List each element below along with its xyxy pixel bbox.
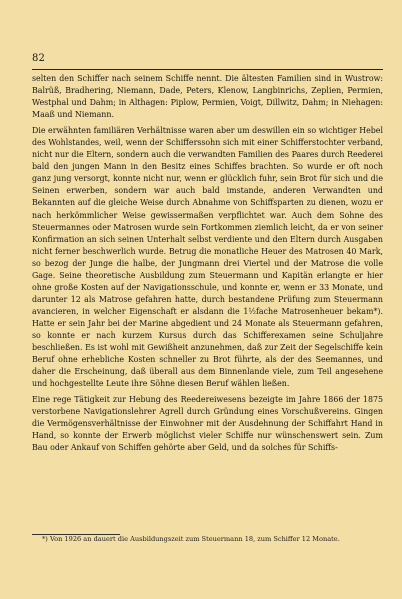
paragraph-3: Eine rege Tätigkeit zur Hebung des Reedereiwesens bezeigte im Jahre 1866 der 1875 verstorbene Navigationslehrer Agrell durch Gründung eines Vorschußvereins. Gingen die Vermögensverhältnisse der Einwohner mit der Ausdehnung der Schiffahrt Hand in Hand, so konnte der Erwerb möglichst vieler Schiffe nur wünschenswert sein. Zum Bau oder Ankauf von Schiffen gehörte aber Geld, und da solches für Schiffs- bbox=[32, 395, 383, 453]
page-number: 82 bbox=[32, 53, 46, 64]
body-text bbox=[32, 73, 383, 454]
paragraph-2: Die erwähnten familiären Verhältnisse waren aber um deswillen ein so wichtiger Hebel des Wohlstandes, weil, wenn der Schifferssohn sich mit einer Schifferstochter verband, nicht nur die Eltern, sondern auch die verwandten Familien des Paares durch Reederei bald den jungen Mann in den Besitz eines Schiffes brachten. So wurde er oft noch ganz jung versorgt, konnte nicht nur, wenn er glücklich fuhr, sein Brot für sich und die Seinen erwerben, sondern war auch bald imstande, anderen Verwandten und Bekannten auf die gleiche Weise durch Abnahme von Schiffsparten zu dienen, wozu er nach herkömmlicher Weise gewissermaßen verpflichtet war. Auch dem Sohne des Steuermannes oder Matrosen wurde sein Fortkommen ziemlich leicht, da er von seiner Konfirmation an sich seinen Unterhalt selbst verdiente und den Eltern durch Ausgaben nicht ferner beschwerlich wurde. Betrug die monatliche Heuer des Matrosen 40 Mark, so bezog der Junge die halbe, der Jungmann drei Viertel und der Matrose die volle Gage. Seine theoretische Ausbildung zum Steuermann und Kapitän erlangte er hier ohne große Kosten auf der Navigationsschule, und konnte er, wenn er 33 Monate, und darunter 12 als Matrose gefahren hatte, durch bestandene Prüfung zum Steuermann avancieren, in welcher Eigenschaft er alsdann die 1½fache Matrosenheuer bekam*). Hatte er sein Jahr bei der Marine abgedient und 24 Monate als Steuermann gefahren, so konnte er nach kurzem Kursus durch das Schifferexamen seine Schuljahre beschließen. Es ist wohl mit Gewißheit anzunehmen, daß zur Zeit der Segelschiffe kein Beruf ohne erhebliche Kosten schneller zu Brot führte, als der des Seemannes, und daher die Erscheinung, daß überall aus dem Binnenlande viele, zum Teil angesehene und hochgestellte Leute ihre Söhne diesen Beruf wählen ließen. bbox=[32, 126, 383, 389]
paragraph-1: selten den Schiffer nach seinem Schiffe nennt. Die ältesten Familien sind in Wustrow: Balrüß, Bradhering, Niemann, Dade, Peters, Klenow, Langbinrichs, Zeplien, Permien, Westphal und Dahm; in Althagen: Piplow, Permien, Voigt, Dillwitz, Dahm; in Niehagen: Maaß und Niemann. bbox=[32, 74, 383, 120]
footnote: *) Von 1926 an dauert die Ausbildungszeit zum Steuermann 18, zum Schiffer 12 Monate. bbox=[42, 535, 340, 543]
header-rule bbox=[32, 69, 383, 70]
